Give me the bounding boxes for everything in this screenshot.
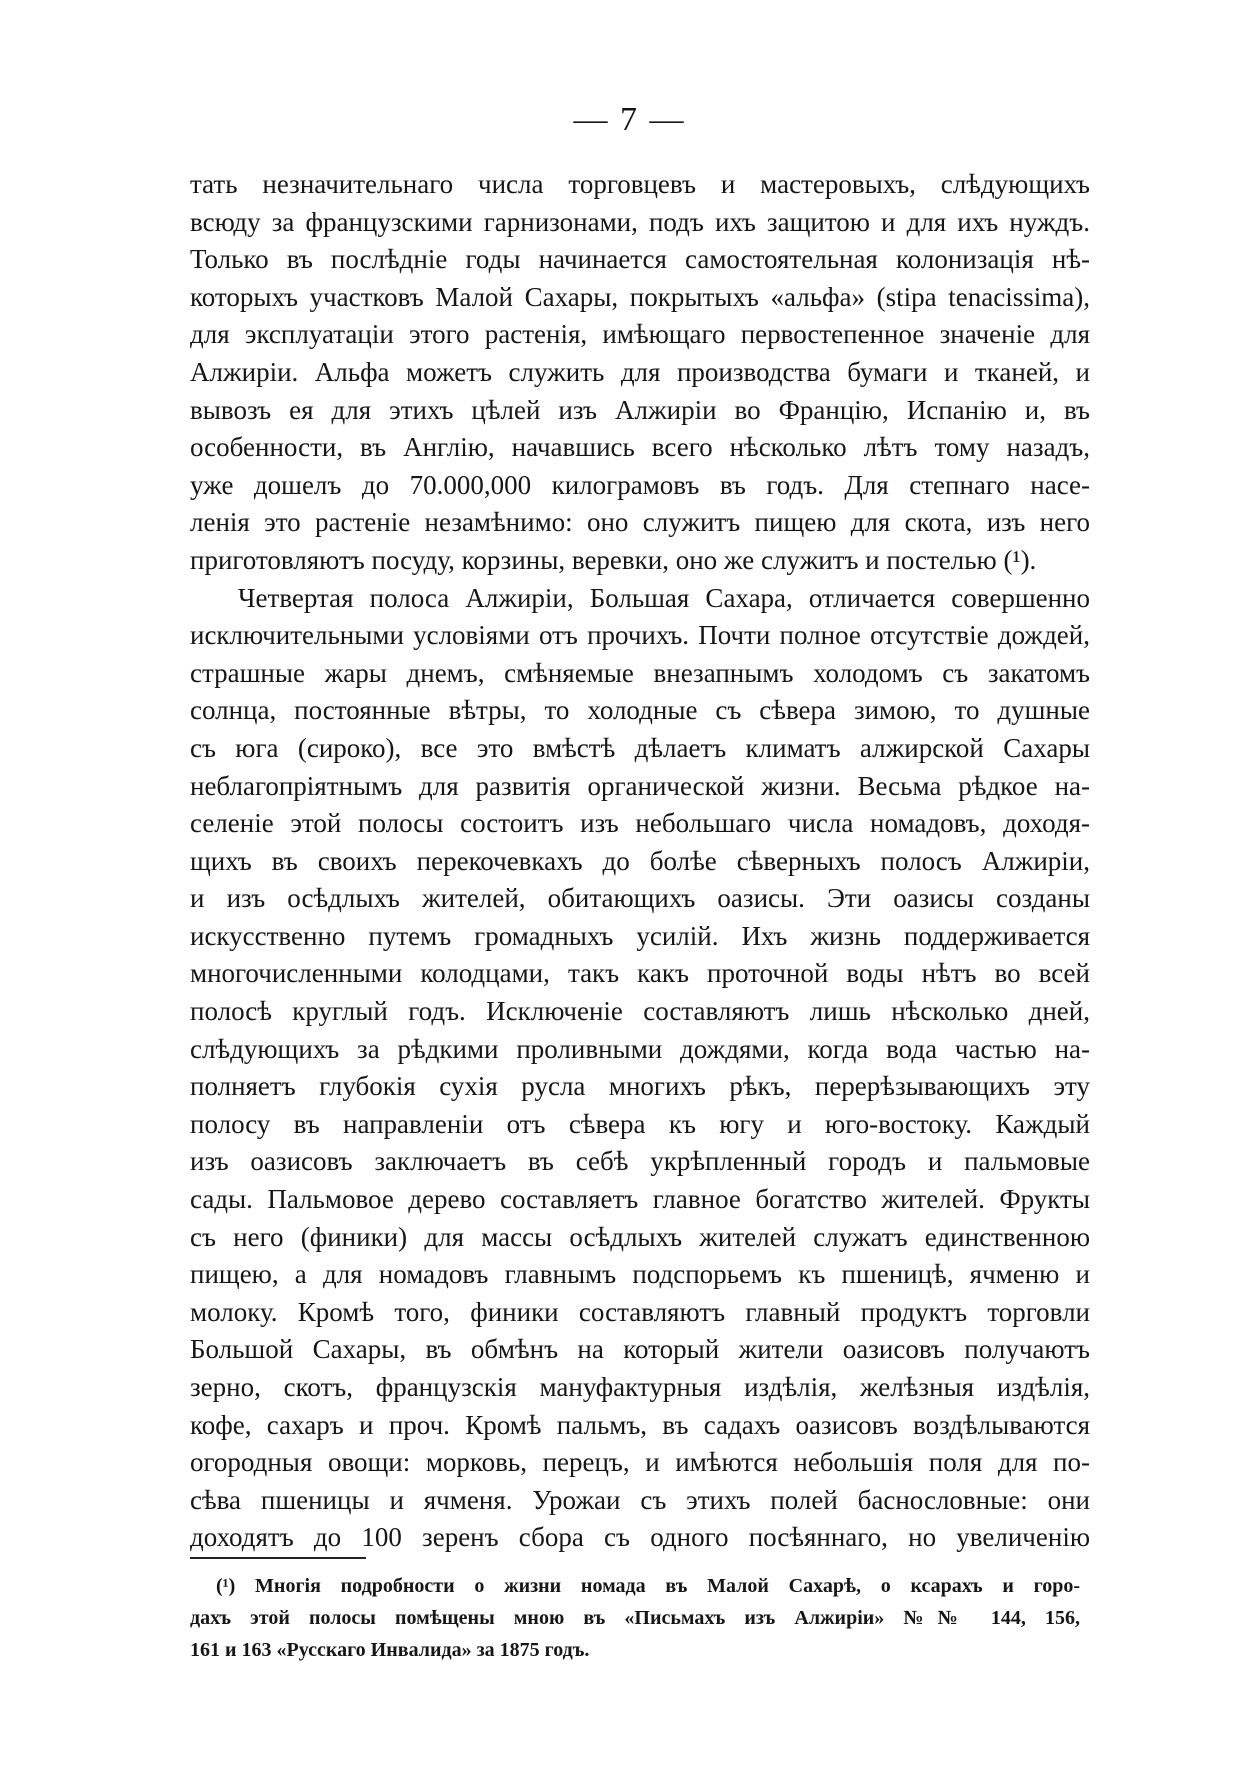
text-line: Алжиріи. Альфа можетъ служить для производства бумаги и тканей, и [190, 356, 1090, 387]
text-line: уже дошелъ до 70.000,000 килограмовъ въ годъ. Для степнаго насе- [190, 469, 1090, 500]
text-line: слѣдующихъ за рѣдкими проливными дождями, когда вода частью на- [190, 1033, 1090, 1064]
text-line: огородныя овощи: морковь, перецъ, и имѣются небольшія поля для по- [190, 1447, 1090, 1478]
text-line: сады. Пальмовое дерево составляетъ главное богатство жителей. Фрукты [190, 1184, 1090, 1215]
body-text [190, 166, 1090, 1557]
text-line: всюду за французскими гарнизонами, подъ ихъ защитою и для ихъ нуждъ. [190, 206, 1090, 237]
text-line: для эксплуатаціи этого растенія, имѣющаго первостепенное значеніе для [190, 319, 1090, 350]
footnote-divider [190, 1557, 366, 1559]
text-line: вывозъ ея для этихъ цѣлей изъ Алжиріи во Францію, Испанію и, въ [190, 394, 1090, 425]
text-line: зерно, скотъ, французскія мануфактурныя издѣлія, желѣзныя издѣлія, [190, 1372, 1090, 1402]
text-line: доходятъ до 100 зеренъ сбора съ одного посѣяннаго, но увеличенію [190, 1522, 1090, 1553]
text-line: тать незначительнаго числа торговцевъ и мастеровыхъ, слѣдующихъ [190, 169, 1090, 199]
text-line: ленія это растеніе незамѣнимо: оно служитъ пищею для скота, изъ него [190, 507, 1090, 538]
text-line: пищею, а для номадовъ главнымъ подспорьемъ къ пшеницѣ, ячменю и [190, 1259, 1090, 1290]
footnote-line: дахъ этой полосы помѣщены мною въ «Письмахъ изъ Алжиріи» №№ 144, 156, [190, 1607, 1080, 1629]
text-line: солнца, постоянные вѣтры, то холодные съ сѣвера зимою, то душные [190, 695, 1090, 726]
text-line: Большой Сахары, въ обмѣнъ на который жители оазисовъ получаютъ [190, 1334, 1090, 1365]
text-line: селеніе этой полосы состоитъ изъ небольшаго числа номадовъ, доходя- [190, 808, 1090, 839]
text-line: полосѣ круглый годъ. Исключеніе составляютъ лишь нѣсколько дней, [190, 996, 1090, 1027]
text-line: приготовляютъ посуду, корзины, веревки, оно же служитъ и постелью (¹). [190, 544, 1037, 575]
text-line: Только въ послѣдніе годы начинается самостоятельная колонизація нѣ- [190, 244, 1090, 275]
text-line: сѣва пшеницы и ячменя. Урожаи съ этихъ полей баснословные: они [190, 1484, 1090, 1515]
text-line: молоку. Кромѣ того, финики составляютъ главный продуктъ торговли [190, 1296, 1090, 1327]
text-line: кофе, сахаръ и проч. Кромѣ пальмъ, въ садахъ оазисовъ воздѣлываются [190, 1409, 1090, 1440]
text-line: съ него (финики) для массы осѣдлыхъ жителей служатъ единственною [190, 1221, 1090, 1252]
footnote-line: 161 и 163 «Русскаго Инвалида» за 1875 годъ. [190, 1639, 590, 1661]
page-number: — 7 — [573, 101, 686, 138]
footnote [190, 1570, 1080, 1666]
text-line: щихъ въ своихъ перекочевкахъ до болѣе сѣверныхъ полосъ Алжиріи, [190, 845, 1090, 876]
text-line: многочисленными колодцами, такъ какъ проточной воды нѣтъ во всей [190, 958, 1090, 989]
text-line: особенности, въ Англію, начавшись всего нѣсколько лѣтъ тому назадъ, [190, 432, 1090, 463]
text-line: полняетъ глубокія сухія русла многихъ рѣкъ, перерѣзывающихъ эту [190, 1071, 1090, 1102]
text-line: исключительными условіями отъ прочихъ. Почти полное отсутствіе дождей, [190, 620, 1090, 651]
text-line: съ юга (сироко), все это вмѣстѣ дѣлаетъ климатъ алжирской Сахары [190, 732, 1090, 763]
text-line: неблагопріятнымъ для развитія органической жизни. Весьма рѣдкое на- [190, 770, 1090, 801]
text-line: страшные жары днемъ, смѣняемые внезапнымъ холодомъ съ закатомъ [190, 657, 1090, 688]
text-line: искусственно путемъ громадныхъ усилій. Ихъ жизнь поддерживается [190, 920, 1090, 951]
text-line: которыхъ участковъ Малой Сахары, покрытыхъ «альфа» (stipa tenacissima), [190, 281, 1090, 312]
text-line: Четвертая полоса Алжиріи, Большая Сахара, отличается совершенно [238, 582, 1090, 613]
text-line: полосу въ направленіи отъ сѣвера къ югу и юго-востоку. Каждый [190, 1108, 1090, 1139]
text-line: и изъ осѣдлыхъ жителей, обитающихъ оазисы. Эти оазисы созданы [190, 883, 1090, 914]
footnote-line: (¹) Многія подробности о жизни номада въ Малой Сахарѣ, о ксарахъ и горо- [216, 1575, 1080, 1597]
text-line: изъ оазисовъ заключаетъ въ себѣ укрѣпленный городъ и пальмовые [190, 1146, 1090, 1177]
